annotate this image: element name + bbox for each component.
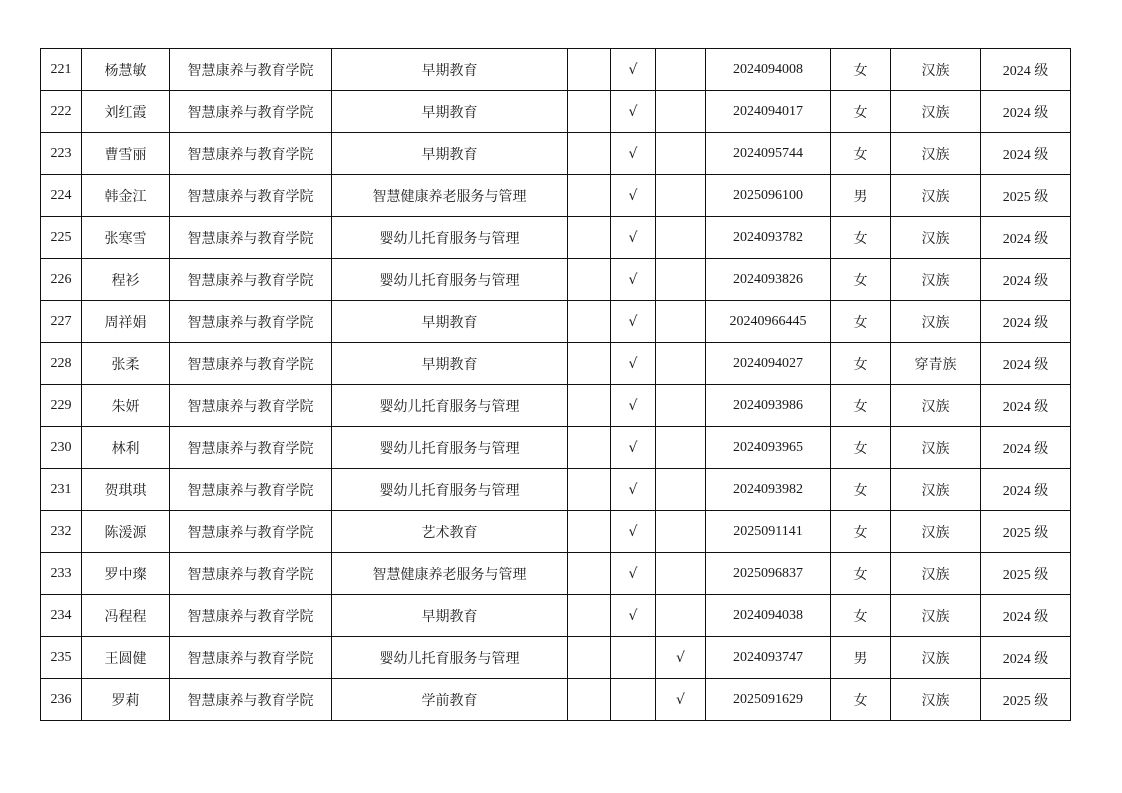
check-column-2-cell: √ — [611, 427, 656, 469]
student-roster-table — [40, 48, 1071, 721]
gender-cell: 男 — [831, 637, 891, 679]
row-number-cell: 228 — [41, 343, 82, 385]
ethnicity-cell: 汉族 — [891, 385, 981, 427]
gender-cell: 女 — [831, 301, 891, 343]
college-cell: 智慧康养与教育学院 — [170, 637, 332, 679]
ethnicity-cell: 汉族 — [891, 679, 981, 721]
major-cell: 婴幼儿托育服务与管理 — [332, 217, 568, 259]
student-id-cell: 2025096837 — [706, 553, 831, 595]
table-row — [41, 259, 1071, 301]
ethnicity-cell: 汉族 — [891, 217, 981, 259]
student-id-cell: 2024093826 — [706, 259, 831, 301]
gender-cell: 女 — [831, 259, 891, 301]
college-cell: 智慧康养与教育学院 — [170, 343, 332, 385]
row-number-cell: 226 — [41, 259, 82, 301]
table-row — [41, 511, 1071, 553]
grade-cell: 2025 级 — [981, 679, 1071, 721]
college-cell: 智慧康养与教育学院 — [170, 133, 332, 175]
check-column-2-cell: √ — [611, 511, 656, 553]
gender-cell: 女 — [831, 343, 891, 385]
grade-cell: 2024 级 — [981, 427, 1071, 469]
student-id-cell: 2024095744 — [706, 133, 831, 175]
check-column-1-cell — [568, 259, 611, 301]
table-row — [41, 679, 1071, 721]
student-id-cell: 2024094008 — [706, 49, 831, 91]
row-number-cell: 229 — [41, 385, 82, 427]
table-row — [41, 301, 1071, 343]
check-column-3-cell: √ — [656, 679, 706, 721]
table-row — [41, 49, 1071, 91]
check-column-2-cell: √ — [611, 343, 656, 385]
major-cell: 早期教育 — [332, 595, 568, 637]
grade-cell: 2025 级 — [981, 175, 1071, 217]
student-id-cell: 2025091629 — [706, 679, 831, 721]
check-column-1-cell — [568, 91, 611, 133]
gender-cell: 女 — [831, 217, 891, 259]
student-name-cell: 罗莉 — [82, 679, 170, 721]
check-column-2-cell: √ — [611, 49, 656, 91]
check-column-3-cell — [656, 175, 706, 217]
gender-cell: 女 — [831, 91, 891, 133]
ethnicity-cell: 汉族 — [891, 175, 981, 217]
student-id-cell: 2024093782 — [706, 217, 831, 259]
major-cell: 婴幼儿托育服务与管理 — [332, 259, 568, 301]
check-column-1-cell — [568, 175, 611, 217]
ethnicity-cell: 汉族 — [891, 553, 981, 595]
row-number-cell: 230 — [41, 427, 82, 469]
check-column-2-cell: √ — [611, 301, 656, 343]
student-name-cell: 周祥娟 — [82, 301, 170, 343]
college-cell: 智慧康养与教育学院 — [170, 49, 332, 91]
check-column-2-cell — [611, 637, 656, 679]
major-cell: 早期教育 — [332, 301, 568, 343]
major-cell: 学前教育 — [332, 679, 568, 721]
check-column-1-cell — [568, 133, 611, 175]
check-column-3-cell — [656, 301, 706, 343]
check-column-1-cell — [568, 469, 611, 511]
ethnicity-cell: 汉族 — [891, 511, 981, 553]
major-cell: 早期教育 — [332, 343, 568, 385]
check-column-1-cell — [568, 511, 611, 553]
check-column-1-cell — [568, 427, 611, 469]
row-number-cell: 235 — [41, 637, 82, 679]
check-column-1-cell — [568, 679, 611, 721]
check-column-3-cell — [656, 595, 706, 637]
major-cell: 婴幼儿托育服务与管理 — [332, 385, 568, 427]
student-name-cell: 韩金江 — [82, 175, 170, 217]
college-cell: 智慧康养与教育学院 — [170, 217, 332, 259]
college-cell: 智慧康养与教育学院 — [170, 427, 332, 469]
grade-cell: 2024 级 — [981, 595, 1071, 637]
grade-cell: 2025 级 — [981, 553, 1071, 595]
row-number-cell: 221 — [41, 49, 82, 91]
student-name-cell: 程衫 — [82, 259, 170, 301]
major-cell: 艺术教育 — [332, 511, 568, 553]
check-column-3-cell — [656, 91, 706, 133]
table-row — [41, 343, 1071, 385]
gender-cell: 女 — [831, 49, 891, 91]
ethnicity-cell: 汉族 — [891, 469, 981, 511]
table-body — [41, 49, 1071, 721]
row-number-cell: 232 — [41, 511, 82, 553]
college-cell: 智慧康养与教育学院 — [170, 385, 332, 427]
grade-cell: 2024 级 — [981, 385, 1071, 427]
row-number-cell: 223 — [41, 133, 82, 175]
check-column-1-cell — [568, 637, 611, 679]
check-column-2-cell: √ — [611, 553, 656, 595]
check-column-1-cell — [568, 385, 611, 427]
check-column-1-cell — [568, 595, 611, 637]
student-name-cell: 陈湲源 — [82, 511, 170, 553]
check-column-2-cell: √ — [611, 595, 656, 637]
college-cell: 智慧康养与教育学院 — [170, 511, 332, 553]
grade-cell: 2024 级 — [981, 637, 1071, 679]
ethnicity-cell: 汉族 — [891, 133, 981, 175]
gender-cell: 女 — [831, 427, 891, 469]
table-row — [41, 637, 1071, 679]
check-column-2-cell: √ — [611, 385, 656, 427]
table-row — [41, 175, 1071, 217]
student-name-cell: 林利 — [82, 427, 170, 469]
college-cell: 智慧康养与教育学院 — [170, 301, 332, 343]
row-number-cell: 225 — [41, 217, 82, 259]
student-id-cell: 2024093982 — [706, 469, 831, 511]
college-cell: 智慧康养与教育学院 — [170, 679, 332, 721]
gender-cell: 女 — [831, 595, 891, 637]
student-id-cell: 20240966445 — [706, 301, 831, 343]
college-cell: 智慧康养与教育学院 — [170, 91, 332, 133]
table-row — [41, 595, 1071, 637]
ethnicity-cell: 汉族 — [891, 49, 981, 91]
check-column-3-cell — [656, 259, 706, 301]
check-column-2-cell — [611, 679, 656, 721]
row-number-cell: 236 — [41, 679, 82, 721]
student-name-cell: 杨慧敏 — [82, 49, 170, 91]
check-column-3-cell: √ — [656, 637, 706, 679]
gender-cell: 女 — [831, 133, 891, 175]
ethnicity-cell: 汉族 — [891, 301, 981, 343]
check-column-3-cell — [656, 49, 706, 91]
student-name-cell: 张柔 — [82, 343, 170, 385]
college-cell: 智慧康养与教育学院 — [170, 175, 332, 217]
check-column-1-cell — [568, 343, 611, 385]
grade-cell: 2024 级 — [981, 343, 1071, 385]
major-cell: 早期教育 — [332, 49, 568, 91]
student-name-cell: 贺琪琪 — [82, 469, 170, 511]
student-name-cell: 刘红霞 — [82, 91, 170, 133]
check-column-2-cell: √ — [611, 91, 656, 133]
student-id-cell: 2024093747 — [706, 637, 831, 679]
college-cell: 智慧康养与教育学院 — [170, 595, 332, 637]
major-cell: 婴幼儿托育服务与管理 — [332, 469, 568, 511]
ethnicity-cell: 汉族 — [891, 427, 981, 469]
row-number-cell: 224 — [41, 175, 82, 217]
student-id-cell: 2025091141 — [706, 511, 831, 553]
student-id-cell: 2024093965 — [706, 427, 831, 469]
grade-cell: 2024 级 — [981, 49, 1071, 91]
table-row — [41, 217, 1071, 259]
student-id-cell: 2024094038 — [706, 595, 831, 637]
gender-cell: 女 — [831, 385, 891, 427]
gender-cell: 女 — [831, 511, 891, 553]
major-cell: 婴幼儿托育服务与管理 — [332, 637, 568, 679]
row-number-cell: 233 — [41, 553, 82, 595]
student-name-cell: 王圆健 — [82, 637, 170, 679]
ethnicity-cell: 汉族 — [891, 91, 981, 133]
grade-cell: 2024 级 — [981, 259, 1071, 301]
student-id-cell: 2024094017 — [706, 91, 831, 133]
major-cell: 智慧健康养老服务与管理 — [332, 553, 568, 595]
ethnicity-cell: 穿青族 — [891, 343, 981, 385]
college-cell: 智慧康养与教育学院 — [170, 469, 332, 511]
student-name-cell: 朱妍 — [82, 385, 170, 427]
major-cell: 婴幼儿托育服务与管理 — [332, 427, 568, 469]
check-column-3-cell — [656, 217, 706, 259]
college-cell: 智慧康养与教育学院 — [170, 553, 332, 595]
major-cell: 早期教育 — [332, 133, 568, 175]
table-row — [41, 427, 1071, 469]
table-row — [41, 385, 1071, 427]
student-name-cell: 张寒雪 — [82, 217, 170, 259]
gender-cell: 女 — [831, 679, 891, 721]
student-name-cell: 曹雪丽 — [82, 133, 170, 175]
check-column-2-cell: √ — [611, 133, 656, 175]
ethnicity-cell: 汉族 — [891, 259, 981, 301]
ethnicity-cell: 汉族 — [891, 637, 981, 679]
check-column-3-cell — [656, 511, 706, 553]
major-cell: 智慧健康养老服务与管理 — [332, 175, 568, 217]
table-row — [41, 91, 1071, 133]
student-id-cell: 2024094027 — [706, 343, 831, 385]
grade-cell: 2024 级 — [981, 217, 1071, 259]
row-number-cell: 231 — [41, 469, 82, 511]
check-column-2-cell: √ — [611, 259, 656, 301]
table-row — [41, 553, 1071, 595]
check-column-1-cell — [568, 217, 611, 259]
row-number-cell: 234 — [41, 595, 82, 637]
check-column-3-cell — [656, 469, 706, 511]
check-column-3-cell — [656, 133, 706, 175]
check-column-1-cell — [568, 553, 611, 595]
grade-cell: 2024 级 — [981, 301, 1071, 343]
ethnicity-cell: 汉族 — [891, 595, 981, 637]
gender-cell: 男 — [831, 175, 891, 217]
check-column-3-cell — [656, 343, 706, 385]
row-number-cell: 222 — [41, 91, 82, 133]
check-column-3-cell — [656, 553, 706, 595]
check-column-1-cell — [568, 49, 611, 91]
student-id-cell: 2024093986 — [706, 385, 831, 427]
check-column-2-cell: √ — [611, 469, 656, 511]
check-column-3-cell — [656, 427, 706, 469]
check-column-3-cell — [656, 385, 706, 427]
table-row — [41, 469, 1071, 511]
student-name-cell: 罗中璨 — [82, 553, 170, 595]
grade-cell: 2024 级 — [981, 133, 1071, 175]
grade-cell: 2024 级 — [981, 469, 1071, 511]
gender-cell: 女 — [831, 553, 891, 595]
college-cell: 智慧康养与教育学院 — [170, 259, 332, 301]
gender-cell: 女 — [831, 469, 891, 511]
major-cell: 早期教育 — [332, 91, 568, 133]
student-name-cell: 冯程程 — [82, 595, 170, 637]
grade-cell: 2025 级 — [981, 511, 1071, 553]
table-row — [41, 133, 1071, 175]
check-column-1-cell — [568, 301, 611, 343]
check-column-2-cell: √ — [611, 175, 656, 217]
student-id-cell: 2025096100 — [706, 175, 831, 217]
check-column-2-cell: √ — [611, 217, 656, 259]
grade-cell: 2024 级 — [981, 91, 1071, 133]
row-number-cell: 227 — [41, 301, 82, 343]
